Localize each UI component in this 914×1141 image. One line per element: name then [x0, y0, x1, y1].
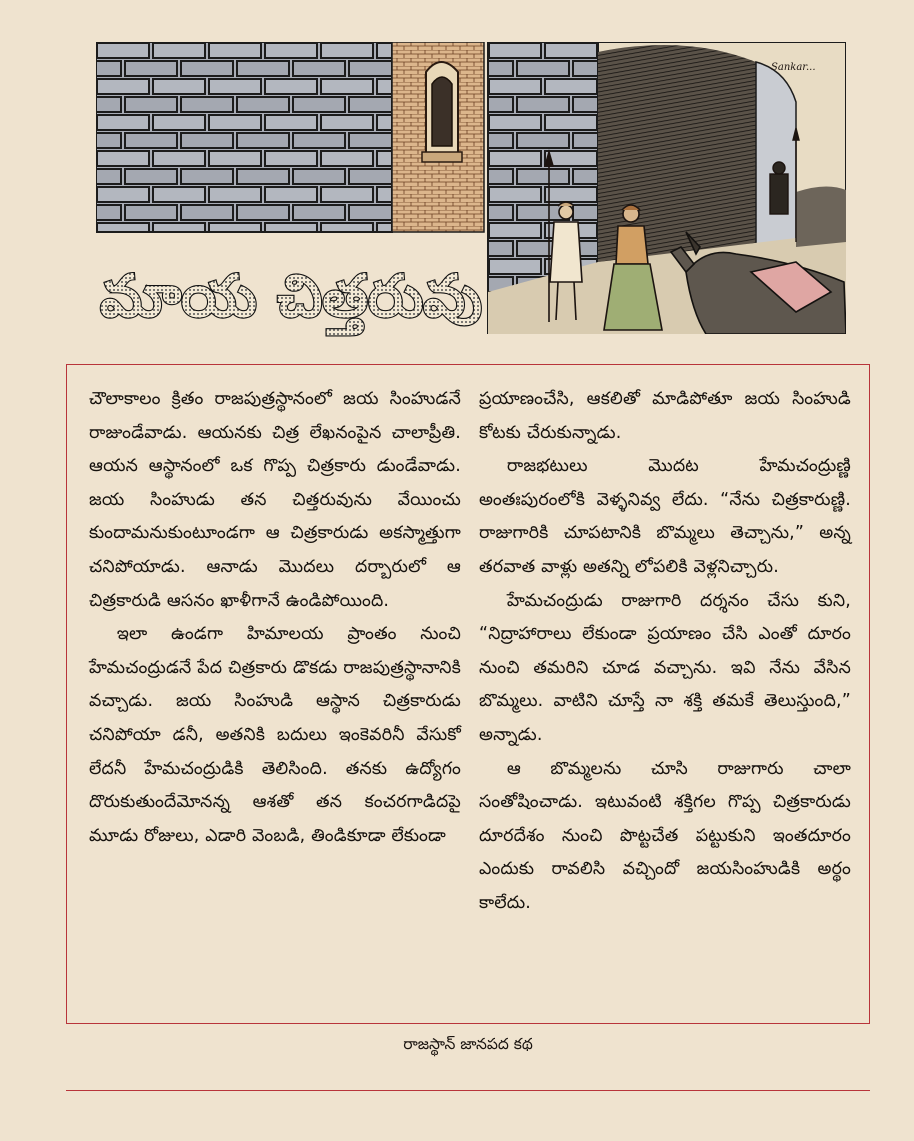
- story-frame: [66, 364, 870, 1024]
- story-title: [96, 252, 486, 342]
- artist-signature: Sankar...: [771, 62, 816, 73]
- paragraph: చౌలాకాలం క్రితం రాజపుత్రస్థానంలో జయ సింహుడనే రాజుండేవాడు. ఆయనకు చిత్ర లేఖనంపైన చాలాప్రీతి. ఆయన ఆస్థానంలో ఒక గొప్ప చిత్రకారు డుండేవాడు. జయ సింహుడు తన చిత్తరువును వేయించు కుందామనుకుంటూండగా ఆ చిత్రకారుడు అకస్మాత్తుగా చనిపోయాడు. ఆనాడు మొదలు దర్బారులో ఆ చిత్రకారుడి ఆసనం ఖాళీగానే ఉండిపోయింది.: [89, 389, 461, 611]
- paragraph: ప్రయాణంచేసి, ఆకలితో మాడిపోతూ జయ సింహుడి కోటకు చేరుకున్నాడు.: [479, 389, 851, 443]
- story-source: రాజస్థాన్ జానపద కథ: [403, 1035, 533, 1053]
- story-column-left: [89, 383, 461, 853]
- paragraph: హేమచంద్రుడు రాజుగారి దర్శనం చేసు కుని, “నిద్రాహారాలు లేకుండా ప్రయాణం చేసి ఎంతో దూరం నుంచి తమరిని చూడ వచ్చాను. ఇవి నేను వేసిన బొమ్మలు. వాటిని చూస్తే నా శక్తి తమకే తెలుస్తుంది,” అన్నాడు.: [479, 590, 851, 745]
- paragraph: రాజభటులు మొదట హేమచంద్రుణ్ణి అంతఃపురంలోకి వెళ్ళనివ్వ లేదు. “నేను చిత్రకారుణ్ణి. రాజుగారికి చూపటానికి బొమ్మలు తెచ్చాను,” అన్న తరవాత వాళ్లు అతన్ని లోపలికి వెళ్లనిచ్చారు.: [479, 456, 851, 577]
- bottom-divider: [66, 1090, 870, 1091]
- title-text: మాయ చిత్తరువు: [100, 262, 477, 330]
- paragraph: ఆ బొమ్మలను చూసి రాజుగారు చాలా సంతోషించాడు. ఇటువంటి శక్తిగల గొప్ప చిత్రకారుడు దూరదేశం నుంచి పొట్టచేత పట్టుకుని ఇంతదూరం ఎందుకు రావలిసి వచ్చిందో జయసింహుడికి అర్థం కాలేదు.: [479, 758, 851, 913]
- story-column-right: [479, 383, 851, 921]
- paragraph: ఇలా ఉండగా హిమాలయ ప్రాంతం నుంచి హేమచంద్రుడనే పేద చిత్రకారు డొకడు రాజపుత్రస్థానానికి వచ్చాడు. జయ సింహుడి ఆస్థాన చిత్రకారుడు చనిపోయా డనీ, అతనికి బదులు ఇంకెవరినీ వేసుకో లేదనీ హేమచంద్రుడికి తెలిసింది. తనకు ఉద్యోగం దొరుకుతుందేమోనన్న ఆశతో తన కంచరగాడిదపై మూడు రోజులు, ఎడారి వెంబడి, తిండికూడా లేకుండా: [89, 624, 461, 846]
